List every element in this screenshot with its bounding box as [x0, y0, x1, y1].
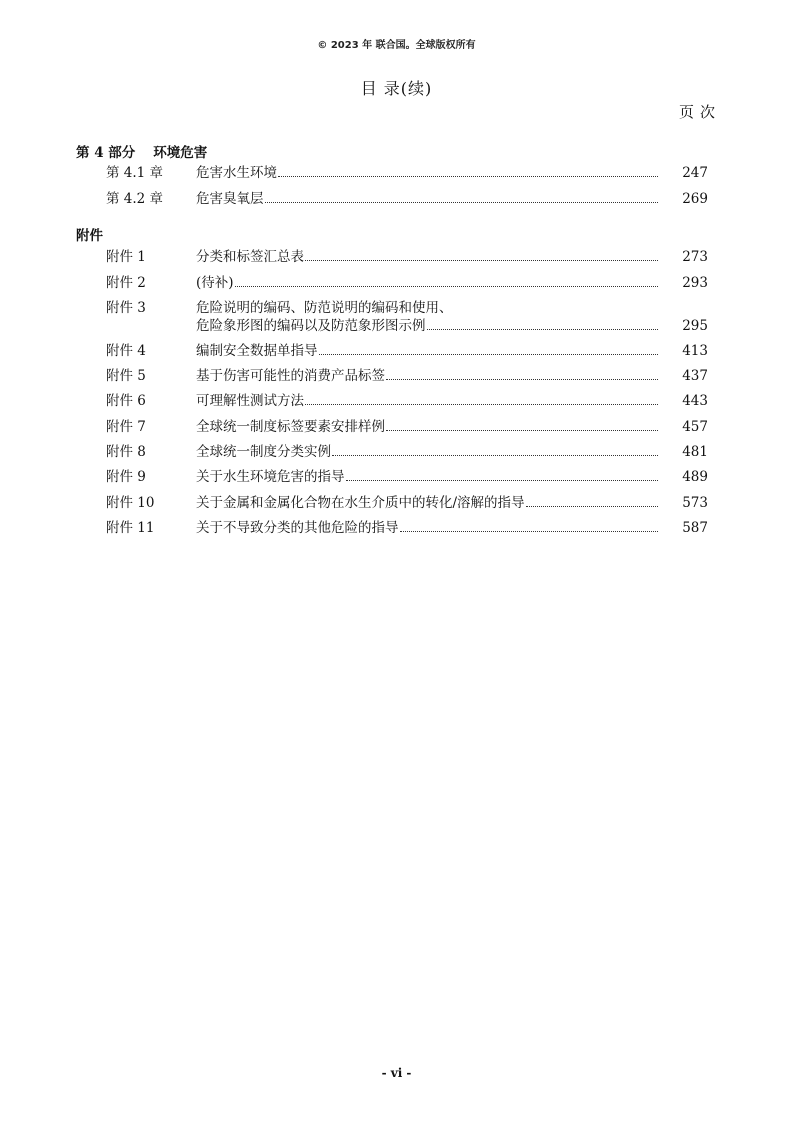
copyright-notice: © 2023 年 联合国。全球版权所有 [317, 40, 476, 51]
entry-title: (待补) [196, 275, 234, 291]
toc-title: 目 录(续) [360, 79, 433, 98]
entry-label: 附件 9 [106, 469, 146, 485]
entry-title: 关于不导致分类的其他危险的指导 [196, 520, 399, 536]
section-number: 第 4 部分 [76, 145, 136, 161]
entry-title: 基于伤害可能性的消费产品标签 [196, 368, 385, 384]
page-number-footer: - vi - [381, 1066, 412, 1080]
section-heading-part-4 [76, 141, 207, 161]
entry-label: 附件 10 [106, 495, 155, 511]
entry-title: 关于水生环境危害的指导 [196, 469, 345, 485]
entry-title: 危险象形图的编码以及防范象形图示例 [196, 318, 426, 334]
entry-label: 附件 8 [106, 444, 146, 460]
entry-label: 附件 1 [106, 249, 146, 265]
page-column-label: 页次 [679, 103, 722, 121]
entry-title: 编制安全数据单指导 [196, 343, 318, 359]
dot-leader [386, 378, 658, 380]
entry-title: 危害水生环境 [196, 165, 277, 181]
dot-leader [400, 530, 659, 532]
entry-page: 273 [682, 249, 708, 265]
entry-label: 附件 5 [106, 368, 146, 384]
entry-label: 附件 2 [106, 275, 146, 291]
entry-page: 247 [682, 165, 708, 181]
entry-page: 269 [682, 191, 708, 207]
entry-title-line-1: 危险说明的编码、防范说明的编码和使用、 [196, 300, 453, 316]
dot-leader [346, 479, 659, 481]
entry-title: 关于金属和金属化合物在水生介质中的转化/溶解的指导 [196, 495, 525, 511]
toc-entry[interactable] [106, 300, 708, 336]
entry-page: 489 [682, 469, 708, 485]
section-heading-annexes [76, 224, 103, 244]
dot-leader [319, 353, 659, 355]
entry-label: 第 4.2 章 [106, 191, 164, 207]
entry-title: 全球统一制度标签要素安排样例 [196, 419, 385, 435]
entry-label: 附件 4 [106, 343, 146, 359]
entry-label: 第 4.1 章 [106, 165, 164, 181]
dot-leader [386, 429, 658, 431]
dot-leader [265, 201, 659, 203]
entry-page: 481 [682, 444, 708, 460]
section-number: 附件 [76, 228, 103, 244]
dot-leader [526, 505, 658, 507]
entry-title: 分类和标签汇总表 [196, 249, 304, 265]
dot-leader [332, 454, 658, 456]
entry-title: 可理解性测试方法 [196, 393, 304, 409]
entry-page: 293 [682, 275, 708, 291]
entry-page: 437 [682, 368, 708, 384]
dot-leader [427, 328, 659, 330]
entry-page: 295 [682, 318, 708, 334]
entry-page: 573 [682, 495, 708, 511]
dot-leader [235, 285, 658, 287]
entry-page: 413 [682, 343, 708, 359]
section-title: 环境危害 [153, 145, 208, 161]
entry-label: 附件 6 [106, 393, 146, 409]
dot-leader [305, 403, 658, 405]
entry-title: 危害臭氧层 [196, 191, 264, 207]
entry-title: 全球统一制度分类实例 [196, 444, 331, 460]
entry-label: 附件 3 [106, 300, 146, 316]
entry-page: 587 [682, 520, 708, 536]
entry-page: 457 [682, 419, 708, 435]
entry-page: 443 [682, 393, 708, 409]
dot-leader [305, 259, 658, 261]
entry-label: 附件 7 [106, 419, 146, 435]
entry-label: 附件 11 [106, 520, 155, 536]
dot-leader [278, 175, 658, 177]
